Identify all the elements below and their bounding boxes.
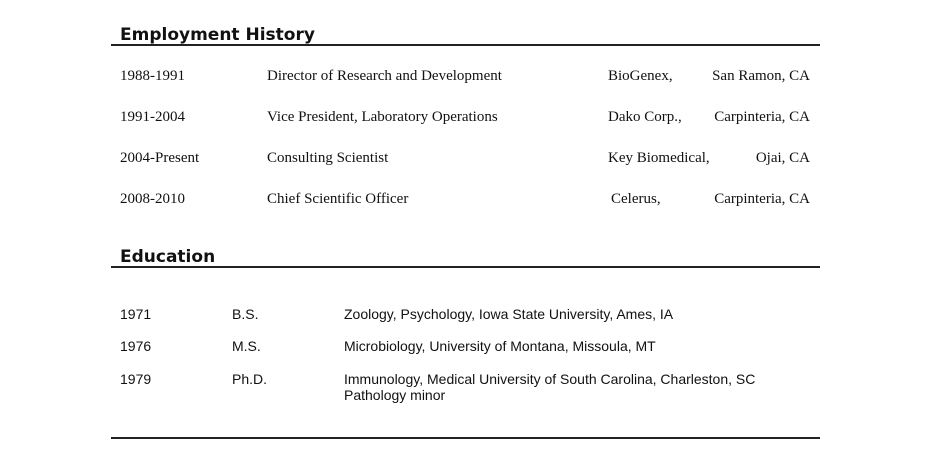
employment-company: Celerus, [611, 191, 661, 207]
education-year: 1976 [120, 338, 152, 354]
employment-title: Chief Scientific Officer [267, 191, 409, 207]
education-row [0, 371, 950, 407]
bottom-rule [111, 437, 820, 439]
education-year: 1979 [120, 371, 152, 387]
employment-row [0, 149, 950, 169]
education-row [0, 306, 950, 326]
employment-row [0, 108, 950, 128]
education-heading: Education [120, 247, 216, 267]
employment-title: Vice President, Laboratory Operations [267, 109, 498, 125]
employment-row [0, 190, 950, 210]
employment-heading-rule [111, 44, 820, 46]
education-degree: B.S. [232, 306, 259, 322]
employment-years: 2004-Present [120, 150, 200, 166]
education-detail: Immunology, Medical University of South Carolina, Charleston, SC [344, 371, 756, 387]
education-row [0, 338, 950, 358]
education-degree: M.S. [232, 338, 261, 354]
employment-years: 1988-1991 [120, 68, 185, 84]
employment-title: Director of Research and Development [267, 68, 502, 84]
employment-history-heading: Employment History [120, 25, 315, 45]
employment-title: Consulting Scientist [267, 150, 389, 166]
employment-location: San Ramon, CA [712, 68, 810, 84]
employment-location: Carpinteria, CA [714, 191, 810, 207]
employment-years: 2008-2010 [120, 191, 185, 207]
employment-company: Dako Corp., [608, 109, 682, 125]
education-detail: Microbiology, University of Montana, Missoula, MT [344, 338, 656, 354]
employment-company: Key Biomedical, [608, 150, 710, 166]
employment-location: Ojai, CA [755, 150, 810, 166]
education-year: 1971 [120, 306, 152, 322]
employment-years: 1991-2004 [120, 109, 185, 125]
employment-location: Carpinteria, CA [714, 109, 810, 125]
education-detail-extra: Pathology minor [344, 387, 446, 403]
education-degree: Ph.D. [232, 371, 268, 387]
employment-row [0, 67, 950, 87]
education-heading-rule [111, 266, 820, 268]
education-detail: Zoology, Psychology, Iowa State University, Ames, IA [344, 306, 674, 322]
employment-company: BioGenex, [608, 68, 673, 84]
